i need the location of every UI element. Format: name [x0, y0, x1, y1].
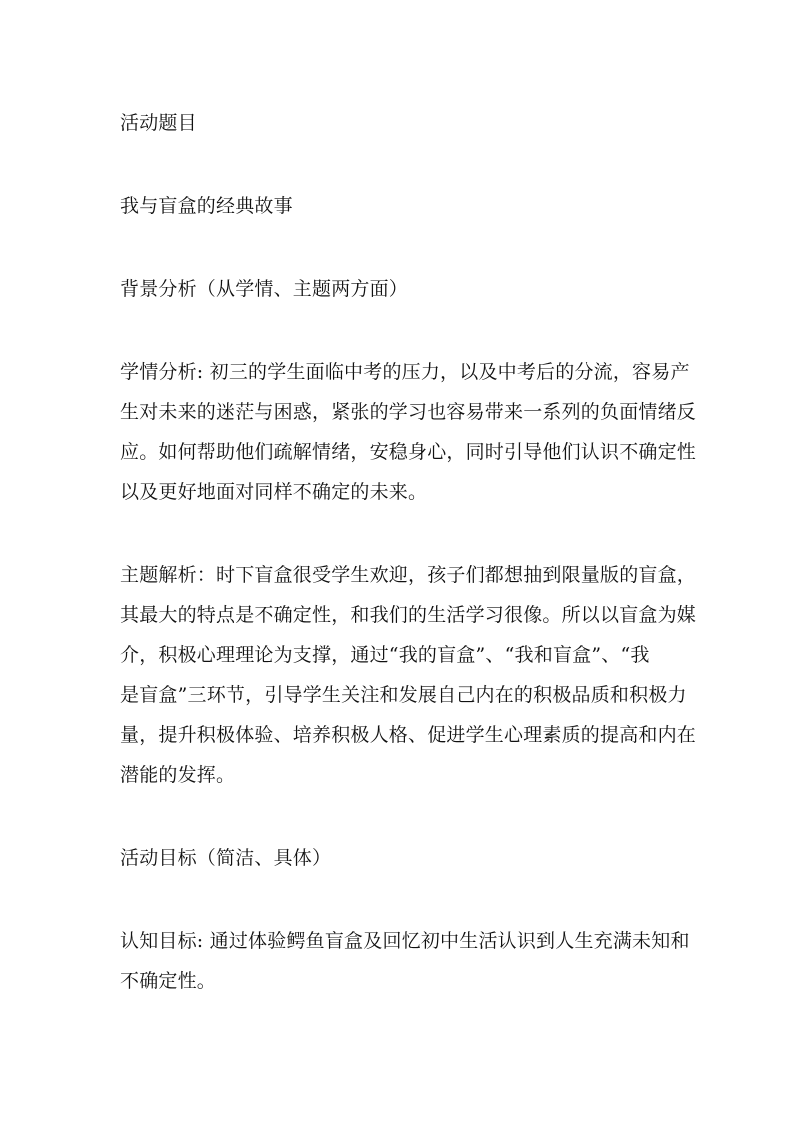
- paragraph-line: 认知目标: 通过体验鳄鱼盲盒及回忆初中生活认识到人生充满未知和: [120, 930, 690, 952]
- paragraph-line: 主题解析：时下盲盒很受学生欢迎，孩子们都想抽到限量版的盲盒，: [120, 564, 697, 586]
- background-heading: 背景分析（从学情、主题两方面）: [120, 278, 409, 300]
- paragraph-line: 不确定性。: [120, 970, 217, 992]
- spacer: [120, 795, 680, 838]
- paragraph-line: 介，积极心理理论为支撑，通过“我的盲盒”、“我和盲盒”、“我: [120, 644, 650, 666]
- paragraph-line: 是盲盒”三环节，引导学生关注和发展自己内在的积极品质和积极力: [120, 684, 687, 706]
- paragraph-line: 其最大的特点是不确定性，和我们的生活学习很像。所以以盲盒为媒: [120, 604, 697, 626]
- theme-analysis-paragraph: [120, 555, 697, 795]
- spacer: [120, 309, 680, 352]
- spacer: [120, 143, 680, 186]
- cognitive-goal-paragraph: [120, 921, 690, 1001]
- spacer: [120, 878, 680, 921]
- activity-title: 我与盲盒的经典故事: [120, 195, 293, 217]
- document-body: [120, 103, 697, 1001]
- student-analysis-paragraph: [120, 352, 697, 512]
- spacer: [120, 226, 680, 269]
- paragraph-line: 潜能的发挥。: [120, 764, 236, 786]
- goals-heading: 活动目标（简洁、具体）: [120, 847, 332, 869]
- paragraph-line: 应。如何帮助他们疏解情绪，安稳身心，同时引导他们认识不确定性: [120, 441, 697, 463]
- activity-title-label: 活动题目: [120, 112, 197, 134]
- paragraph-line: 生对未来的迷茫与困惑，紧张的学习也容易带来一系列的负面情绪反: [120, 401, 697, 423]
- spacer: [120, 512, 680, 555]
- paragraph-line: 量，提升积极体验、培养积极人格、促进学生心理素质的提高和内在: [120, 724, 697, 746]
- paragraph-line: 学情分析: 初三的学生面临中考的压力，以及中考后的分流，容易产: [120, 361, 690, 383]
- paragraph-line: 以及更好地面对同样不确定的未来。: [120, 481, 428, 503]
